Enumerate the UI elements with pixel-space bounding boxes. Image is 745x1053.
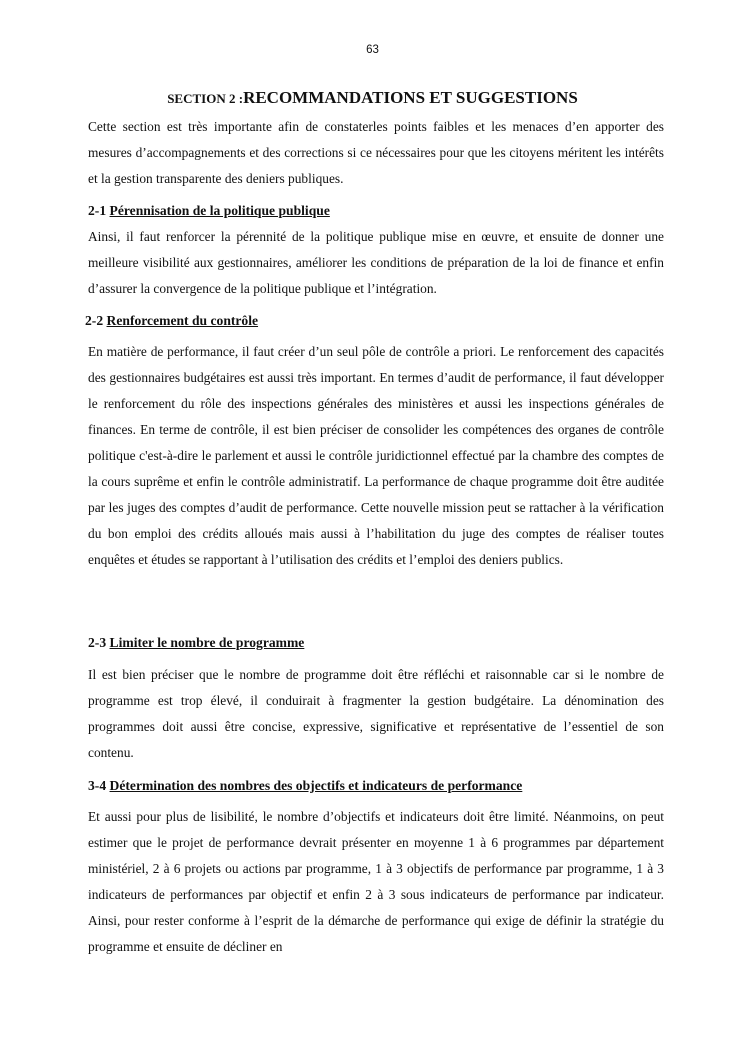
section-prefix: SECTION 2 :	[167, 91, 244, 106]
subsection-heading-2-3	[88, 630, 664, 656]
subsection-title: Renforcement du contrôle	[106, 313, 259, 328]
subsection-heading-3-4	[88, 773, 664, 799]
subsection-number: 2-2	[85, 313, 104, 328]
subsection-number: 3-4	[88, 778, 107, 793]
subsection-text-2-2: En matière de performance, il faut créer d’un seul pôle de contrôle a priori. Le renforcement des capacités des gestionnaires budgétaires est aussi très important. En termes d’audit de performance, il faut développer le renforcement du rôle des inspections générales des ministères et aussi les inspections générales de finances. En terme de contrôle, il est bien préciser de consolider les compétences des organes de contrôle politique c'est-à-dire le parlement et aussi le contrôle juridictionnel effectué par la chambre des comptes de la cours suprême et enfin le contrôle administratif. La performance de chaque programme doit être auditée par les juges des comptes d’audit de performance. Cette nouvelle mission peut se rattacher à la vérification du bon emploi des crédits alloués mais aussi à l’habilitation du juge des comptes de réaliser toutes enquêtes et études se rapportant à l’utilisation des crédits et l’emploi des deniers publics.	[88, 344, 664, 567]
subsection-title: Limiter le nombre de programme	[109, 635, 305, 650]
section-heading: RECOMMANDATIONS ET SUGGESTIONS	[243, 88, 578, 107]
subsection-text-2-3: Il est bien préciser que le nombre de programme doit être réfléchi et raisonnable car si le nombre de programme est trop élevé, il conduirait à fragmenter la gestion budgétaire. La dénomination des programmes doit aussi être concise, expressive, significative et représentative de l’essentiel de son contenu.	[88, 667, 664, 760]
subsection-number: 2-3	[88, 635, 107, 650]
subsection-heading-2-2	[85, 308, 661, 334]
page-number: 63	[366, 44, 379, 56]
subsection-title: Détermination des nombres des objectifs et indicateurs de performance	[109, 778, 523, 793]
subsection-text-2-1: Ainsi, il faut renforcer la pérennité de la politique publique mise en œuvre, et ensuite de donner une meilleure visibilité aux gestionnaires, améliorer les conditions de préparation de la loi de finance et enfin d’assurer la convergence de la politique publique et l’intégration.	[88, 229, 664, 296]
intro-paragraph: Cette section est très importante afin de constaterles points faibles et les menaces d’en apporter des mesures d’accompagnements et des corrections si ce nécessaires pour que les citoyens méritent les intérêts et la gestion transparente des deniers publiques.	[88, 119, 664, 186]
subsection-number: 2-1	[88, 203, 107, 218]
subsection-heading-2-1	[88, 198, 664, 224]
subsection-title: Pérennisation de la politique publique	[109, 203, 330, 218]
section-title	[0, 88, 745, 108]
subsection-text-3-4: Et aussi pour plus de lisibilité, le nombre d’objectifs et indicateurs doit être limité. Néanmoins, on peut estimer que le projet de performance devrait présenter en moyenne 1 à 6 programmes par département ministériel, 2 à 6 projets ou actions par programme, 1 à 3 objectifs de performance par programme, 1 à 3 indicateurs de performances par objectif et enfin 2 à 3 sous indicateurs de performance par indicateur. Ainsi, pour rester conforme à l’esprit de la démarche de performance qui exige de définir la stratégie du programme et ensuite de décliner en	[88, 809, 664, 954]
